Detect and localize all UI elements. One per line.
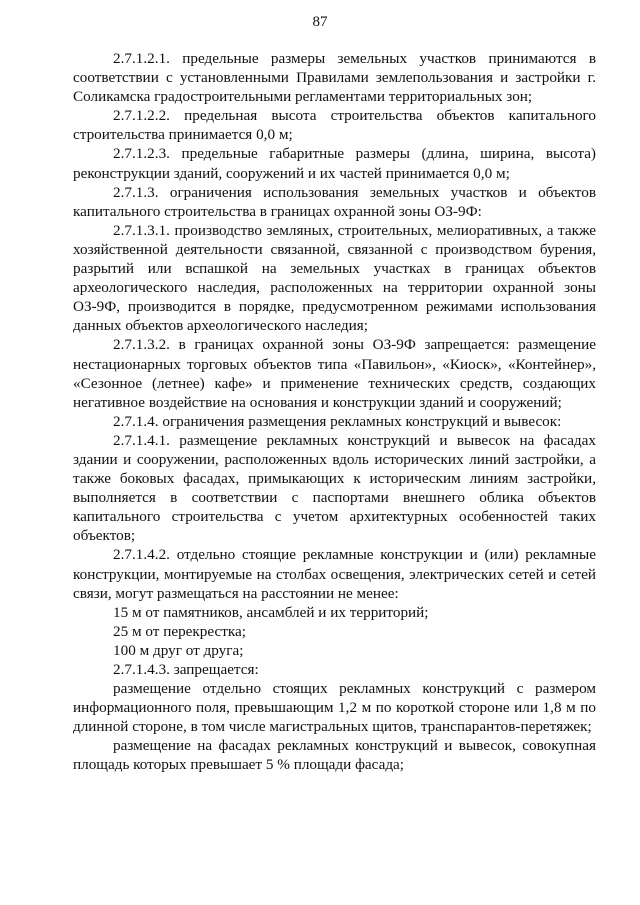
list-item-prohibition-facade-area: размещение на фасадах рекламных конструкций и вывесок, совокупная площадь которых превышает 5 % площади фасада; bbox=[73, 737, 596, 774]
paragraph-2-7-1-4-3: 2.7.1.4.3. запрещается: bbox=[113, 661, 259, 678]
paragraph-2-7-1-4: 2.7.1.4. ограничения размещения рекламных конструкций и вывесок: bbox=[113, 412, 562, 430]
list-item-prohibition-billboards: размещение отдельно стоящих рекламных конструкций с размером информационного поля, превышающим 1,2 м по короткой стороне или 1,8 м по длинной стороне, в том числе магистральных щитов, транспарантов-перетяжек; bbox=[73, 680, 596, 736]
paragraph-2-7-1-3: 2.7.1.3. ограничения использования земельных участков и объектов капитального строительства в границах охранной зоны ОЗ-9Ф: bbox=[73, 183, 596, 220]
document-body bbox=[73, 49, 596, 775]
list-item-distance-monuments: 15 м от памятников, ансамблей и их территорий; bbox=[113, 603, 429, 621]
list-item-distance-intersection: 25 м от перекрестка; bbox=[113, 622, 247, 640]
page-number: 87 bbox=[312, 14, 328, 30]
list-item-distance-between: 100 м друг от друга; bbox=[113, 641, 244, 659]
paragraph-2-7-1-3-2: 2.7.1.3.2. в границах охранной зоны ОЗ-9Ф запрещается: размещение нестационарных торговых объектов типа «Павильон», «Киоск», «Контейнер», «Сезонное (летнее) кафе» и применение технических средств, создающих негативное воздействие на основания и конструкции зданий и сооружений; bbox=[73, 336, 596, 411]
paragraph-2-7-1-3-1: 2.7.1.3.1. производство земляных, строительных, мелиоративных, а также хозяйственной деятельности связанной, связанной с производством бурения, разрытий или вспашкой на земельных участках в границах объектов археологического наследия, расположенных на территории охранной зоны ОЗ-9Ф, производится в порядке, предусмотренном режимами использования данных объектов археологического наследия; bbox=[73, 221, 596, 335]
paragraph-2-7-1-2-1: 2.7.1.2.1. предельные размеры земельных участков принимаются в соответствии с установленными Правилами землепользования и застройки г. Соликамска градостроительными регламентами территориальных зон; bbox=[73, 50, 596, 106]
paragraph-2-7-1-4-1: 2.7.1.4.1. размещение рекламных конструкций и вывесок на фасадах здании и сооружении, расположенных вдоль исторических линий застройки, а также боковых фасадах, примыкающих к историческим линиям застройки, выполняется в соответствии с паспортами внешнего облика объектов капитального строительства с учетом архитектурных особенностей таких объектов; bbox=[73, 431, 596, 545]
paragraph-2-7-1-4-2: 2.7.1.4.2. отдельно стоящие рекламные конструкции и (или) рекламные конструкции, монтируемые на столбах освещения, электрических сетей и сетей связи, могут размещаться на расстоянии не менее: bbox=[73, 546, 596, 602]
paragraph-2-7-1-2-3: 2.7.1.2.3. предельные габаритные размеры (длина, ширина, высота) реконструкции зданий, сооружений и их частей принимается 0,0 м; bbox=[73, 145, 596, 182]
paragraph-2-7-1-2-2: 2.7.1.2.2. предельная высота строительства объектов капитального строительства принимается 0,0 м; bbox=[73, 107, 596, 144]
